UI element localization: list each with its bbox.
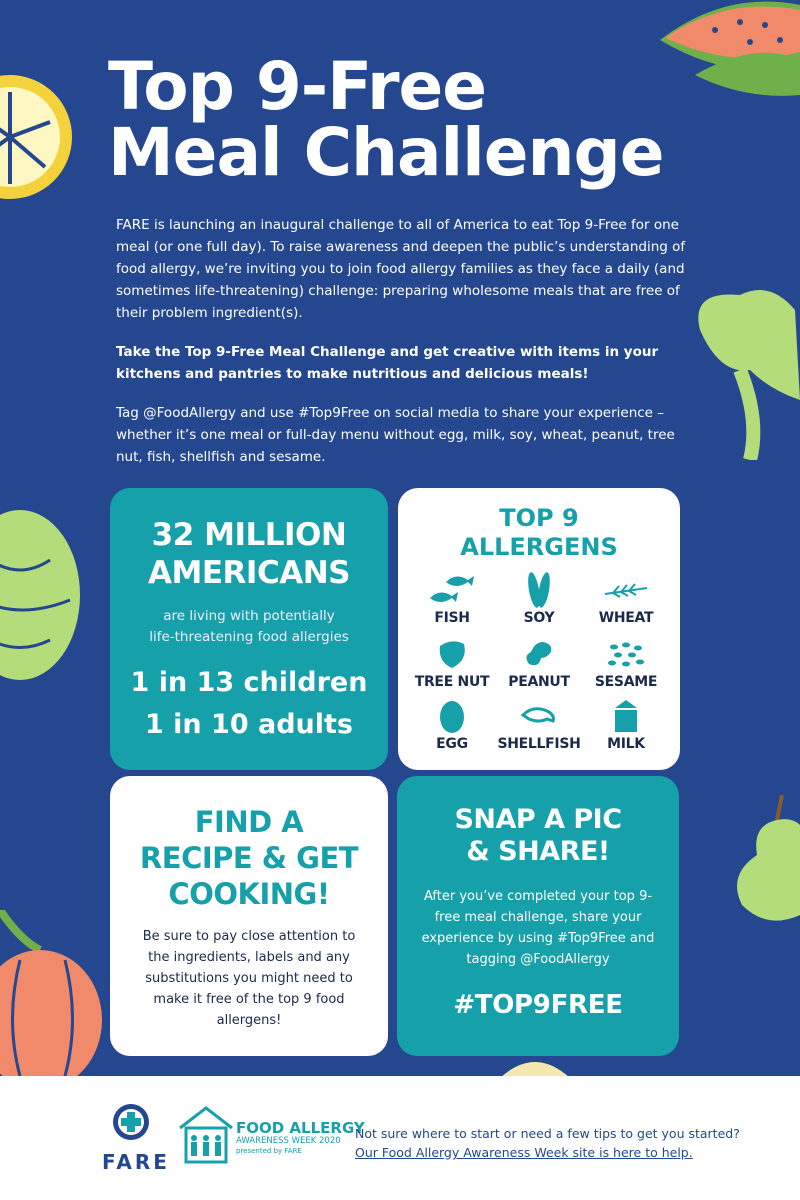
wheat-icon [603, 580, 649, 600]
pear-illustration [722, 795, 800, 925]
sesame-icon [606, 639, 646, 669]
intro-paragraph-1: FARE is launching an inaugural challenge to all of America to eat Top 9-Free for one meal (or one full day). To raise awareness and deepen the public’s understanding of food allergy, we’re inviting you to join food allergy families as they face a daily (and sometimes life-threatening) challenge: preparing wholesome meals that are free of their problem ingredient(s). [116, 217, 686, 321]
allergen-item-wheat [582, 570, 670, 626]
pumpkin-illustration [0, 910, 105, 1076]
recipe-heading-line-3: COOKING! [168, 877, 330, 911]
fa-logo-line-3: presented by FARE [236, 1147, 302, 1155]
allergens-title [398, 504, 680, 562]
fa-logo-line-2: AWARENESS WEEK 2020 [236, 1136, 341, 1146]
food-allergy-week-logo[interactable] [178, 1104, 365, 1174]
shrimp-icon [519, 705, 559, 727]
allergen-label: FISH [434, 610, 470, 626]
allergens-card [398, 488, 680, 770]
allergen-item-sesame [582, 634, 670, 690]
adults-stat: 1 in 10 adults [144, 709, 354, 740]
milk-carton-icon [611, 698, 641, 734]
recipe-heading-line-1: FIND A [194, 805, 304, 839]
tree-nut-icon [434, 636, 470, 672]
stats-heading [110, 516, 388, 592]
share-body: After you’ve completed your top 9-free meal challenge, share your experience by using #Top9Free and tagging @FoodAllergy [421, 889, 655, 967]
intro-paragraph-3: Tag @FoodAllergy and use #Top9Free on social media to share your experience – whether it’s one meal or full-day menu without egg, milk, soy, wheat, peanut, tree nut, fish, shellfish and sesame. [116, 405, 675, 465]
recipe-card [110, 776, 388, 1056]
peanut-icon [521, 636, 557, 672]
stats-heading-line-2: AMERICANS [148, 555, 350, 591]
allergen-label: PEANUT [508, 674, 570, 690]
allergen-item-shellfish [495, 696, 583, 752]
recipe-heading-line-2: RECIPE & GET [139, 841, 359, 875]
allergen-label: TREE NUT [414, 674, 490, 690]
lettuce-illustration [680, 280, 800, 460]
allergen-item-peanut [495, 634, 583, 690]
artichoke-illustration [0, 500, 90, 690]
allergen-label: SOY [523, 610, 555, 626]
awareness-week-link[interactable]: Our Food Allergy Awareness Week site is here to help. [355, 1145, 693, 1160]
stats-subtext-line-1: are living with potentially [163, 608, 335, 624]
intro-text [116, 214, 696, 485]
stats-subtext [110, 606, 388, 648]
lemon-slice-illustration [0, 62, 80, 212]
page-title [108, 48, 708, 191]
stats-heading-line-1: 32 MILLION [151, 517, 347, 553]
soy-icon [524, 568, 554, 612]
fish-icon [426, 570, 478, 610]
egg-icon [439, 698, 465, 734]
allergens-title-line-2: ALLERGENS [460, 533, 618, 561]
share-card [397, 776, 679, 1056]
onion-illustration [495, 1056, 575, 1078]
allergen-label: SHELLFISH [497, 736, 581, 752]
fare-logo[interactable] [102, 1102, 170, 1174]
allergen-item-soy [495, 570, 583, 626]
allergen-item-egg [408, 696, 496, 752]
allergen-item-milk [582, 696, 670, 752]
fare-logo-text: FARE [102, 1150, 170, 1174]
recipe-body: Be sure to pay close attention to the ingredients, labels and any substitutions you might need to make it free of the top 9 food allergens! [142, 929, 356, 1028]
allergen-item-tree-nut [408, 634, 496, 690]
allergen-label: WHEAT [598, 610, 654, 626]
share-heading [397, 804, 679, 868]
allergen-label: SESAME [594, 674, 658, 690]
share-heading-line-1: SNAP A PIC [454, 804, 622, 835]
allergens-title-line-1: TOP 9 [499, 504, 579, 532]
stats-card [110, 488, 388, 770]
house-family-icon [178, 1104, 234, 1166]
title-line-2: Meal Challenge [108, 114, 664, 191]
recipe-heading [110, 804, 388, 912]
footer-text: Not sure where to start or need a few tips to get you started? [355, 1126, 740, 1141]
fare-cross-icon [111, 1102, 151, 1142]
share-hashtag: #TOP9FREE [453, 990, 623, 1020]
allergen-grid [408, 570, 670, 760]
share-heading-line-2: & SHARE! [466, 836, 610, 867]
allergen-label: EGG [436, 736, 468, 752]
fa-logo-line-1: FOOD ALLERGY [236, 1119, 365, 1137]
footer [0, 1076, 800, 1200]
title-line-1: Top 9-Free [108, 48, 487, 125]
allergen-item-fish [408, 570, 496, 626]
children-stat: 1 in 13 children [130, 667, 368, 698]
allergen-label: MILK [607, 736, 645, 752]
intro-paragraph-2: Take the Top 9-Free Meal Challenge and get creative with items in your kitchens and pantries to make nutritious and delicious meals! [116, 344, 659, 382]
stats-subtext-line-2: life-threatening food allergies [149, 629, 349, 645]
footer-message [355, 1124, 740, 1162]
